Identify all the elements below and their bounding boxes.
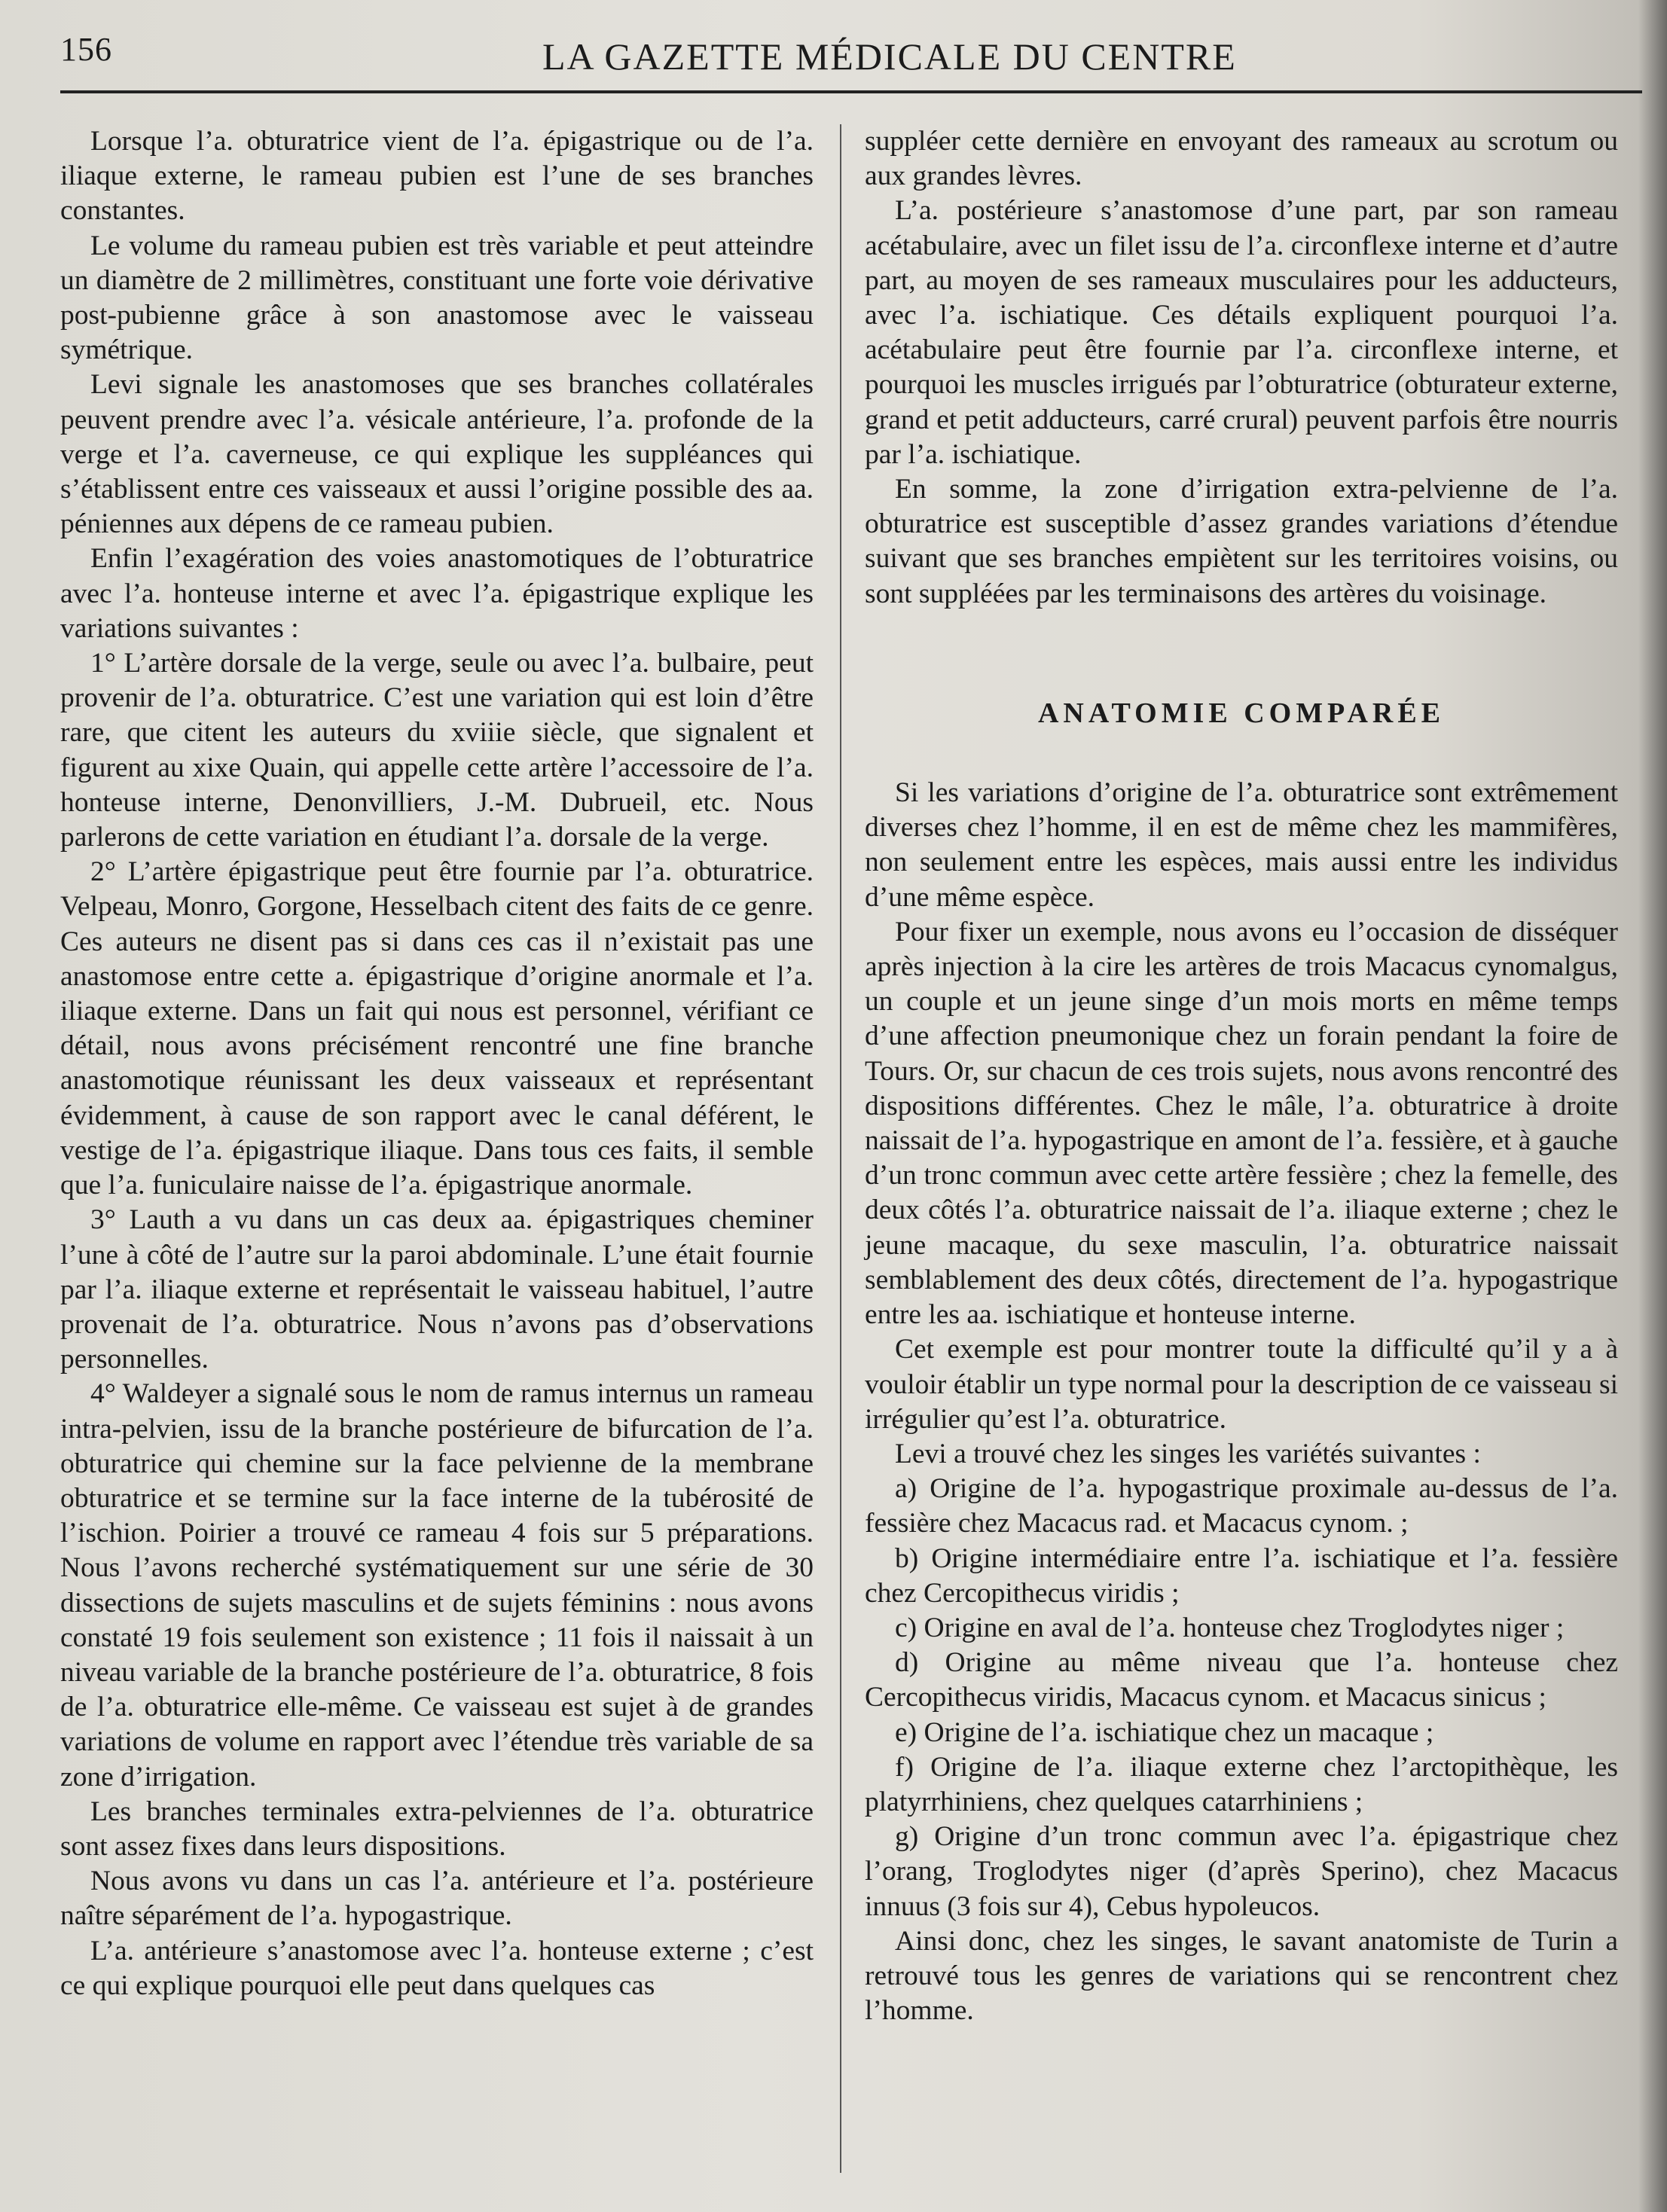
paragraph: Pour fixer un exemple, nous avons eu l’occasion de disséquer après injection à la cire les artères de trois Macacus cynomalgus, un couple et un jeune singe d’un mois morts en même temps d’une affection pneumonique chez un forain pendant la foire de Tours. Or, sur chacun de ces trois sujets, nous avons rencontré des dispositions différentes. Chez le mâle, l’a. obturatrice à droite naissait de l’a. hypogastrique en amont de l’a. fessière, et à gauche d’un tronc commun avec cette artère fessière ; chez la femelle, des deux côtés l’a. obturatrice naissait de l’a. iliaque externe ; chez le jeune macaque, du sexe masculin, l’a. obturatrice naissait semblablement des deux côtés, directement de l’a. hypogastrique entre les aa. ischiatique et honteuse interne. (865, 916, 1618, 1331)
page-edge-shadow (1638, 0, 1667, 2212)
list-item: f) Origine de l’a. iliaque externe chez l’arctopithèque, les platyrrhiniens, chez quelques catarrhiniens ; (865, 1751, 1618, 1817)
paragraph: Levi a trouvé chez les singes les variétés suivantes : (895, 1438, 1481, 1469)
paragraph: Les branches terminales extra-pelviennes de l’a. obturatrice sont assez fixes dans leurs dispositions. (60, 1796, 814, 1862)
right-column (865, 124, 1618, 2028)
paragraph: L’a. antérieure s’anastomose avec l’a. honteuse externe ; c’est ce qui explique pourquoi elle peut dans quelques cas (60, 1935, 814, 2001)
list-item: c) Origine en aval de l’a. honteuse chez Troglodytes niger ; (895, 1612, 1565, 1643)
paragraph: Si les variations d’origine de l’a. obturatrice sont extrêmement diverses chez l’homme, il en est de même chez les mammifères, non seulement entre les espèces, mais aussi entre les individus d’une même espèce. (865, 777, 1618, 913)
paragraph: En somme, la zone d’irrigation extra-pelvienne de l’a. obturatrice est susceptible d’assez grandes variations d’étendue suivant que ses branches empiètent sur les territoires voisins, ou sont suppléées par les terminaisons des artères du voisinage. (865, 474, 1618, 609)
paragraph: Enfin l’exagération des voies anastomotiques de l’obturatrice avec l’a. honteuse interne et avec l’a. épigastrique explique les variations suivantes : (60, 543, 814, 644)
paragraph: 4° Waldeyer a signalé sous le nom de ramus internus un rameau intra-pelvien, issu de la branche postérieure de bifurcation de l’a. obturatrice qui chemine sur la face pelvienne de la membrane obturatrice et se termine sur la face interne de la tubérosité de l’ischion. Poirier a trouvé ce rameau 4 fois sur 5 préparations. Nous l’avons recherché systématiquement sur une série de 30 dissections de sujets masculins et de sujets féminins : nous avons constaté 19 fois seulement son existence ; 11 fois il naissait à un niveau variable de la branche postérieure de l’a. obturatrice, 8 fois de l’a. obturatrice elle-même. Ce vaisseau est sujet à de grandes variations de volume en rapport avec l’étendue très variable de sa zone d’irrigation. (60, 1378, 814, 1792)
paragraph: L’a. postérieure s’anastomose d’une part, par son rameau acétabulaire, avec un filet issu de l’a. circonflexe interne et d’autre part, au moyen de ses rameaux musculaires pour les adducteurs, avec l’a. ischiatique. Ces détails expliquent pourquoi l’a. acétabulaire peut être fournie par l’a. circonflexe interne, et pourquoi les muscles irrigués par l’obturatrice (obturateur externe, grand et petit adducteurs, carré crural) peuvent parfois être nourris par l’a. ischiatique. (865, 195, 1618, 470)
spacer (865, 731, 1618, 776)
list-item: g) Origine d’un tronc commun avec l’a. épigastrique chez l’orang, Troglodytes niger (d’après Sperino), chez Macacus innuus (3 fois sur 4), Cebus hypoleucos. (865, 1821, 1618, 1922)
header-rule (60, 90, 1642, 93)
list-item: b) Origine intermédiaire entre l’a. ischiatique et l’a. fessière chez Cercopithecus viridis ; (865, 1542, 1618, 1609)
paragraph: Levi signale les anastomoses que ses branches collatérales peuvent prendre avec l’a. vésicale antérieure, l’a. profonde de la verge et l’a. caverneuse, ce qui explique les suppléances qui s’établissent entre ces vaisseaux et aussi l’origine possible des aa. péniennes aux dépens de ce rameau pubien. (60, 369, 814, 540)
journal-title: LA GAZETTE MÉDICALE DU CENTRE (542, 35, 1237, 78)
spacer (865, 612, 1618, 696)
paragraph: 3° Lauth a vu dans un cas deux aa. épigastriques cheminer l’une à côté de l’autre sur la paroi abdominale. L’une était fournie par l’a. iliaque externe et représentait le vaisseau habituel, l’autre provenait de l’a. obturatrice. Nous n’avons pas d’observations personnelles. (60, 1204, 814, 1375)
list-item: d) Origine au même niveau que l’a. honteuse chez Cercopithecus viridis, Macacus cynom. et Macacus sinicus ; (865, 1647, 1618, 1713)
list-item: a) Origine de l’a. hypogastrique proximale au-dessus de l’a. fessière chez Macacus rad. et Macacus cynom. ; (865, 1473, 1618, 1539)
section-heading: ANATOMIE COMPARÉE (1037, 697, 1446, 729)
page-header (60, 30, 1642, 90)
paragraph: 1° L’artère dorsale de la verge, seule ou avec l’a. bulbaire, peut provenir de l’a. obturatrice. C’est une variation qui est loin d’être rare, que citent les auteurs du xviiie siècle, que signalent et figurent au xixe Quain, qui appelle cette artère l’accessoire de l’a. honteuse interne, Denonvilliers, J.-M. Dubrueil, etc. Nous parlerons de cette variation en étudiant l’a. dorsale de la verge. (60, 648, 814, 853)
column-divider (840, 124, 841, 2173)
paragraph: Le volume du rameau pubien est très variable et peut atteindre un diamètre de 2 millimètres, constituant une forte voie dérivative post-pubienne grâce à son anastomose avec le vaisseau symétrique. (60, 230, 814, 366)
left-column (60, 124, 814, 2003)
paragraph: Lorsque l’a. obturatrice vient de l’a. épigastrique ou de l’a. iliaque externe, le rameau pubien est l’une de ses branches constantes. (60, 126, 814, 227)
list-item: e) Origine de l’a. ischiatique chez un macaque ; (895, 1716, 1434, 1748)
page-number: 156 (60, 31, 112, 68)
paragraph: Cet exemple est pour montrer toute la difficulté qu’il y a à vouloir établir un type normal pour la description de ce vaisseau si irrégulier qu’est l’a. obturatrice. (865, 1334, 1618, 1435)
paragraph: suppléer cette dernière en envoyant des rameaux au scrotum ou aux grandes lèvres. (865, 126, 1618, 192)
paragraph: Nous avons vu dans un cas l’a. antérieure et l’a. postérieure naître séparément de l’a. hypogastrique. (60, 1866, 814, 1932)
paragraph: Ainsi donc, chez les singes, le savant anatomiste de Turin a retrouvé tous les genres de variations qui se rencontrent chez l’homme. (865, 1925, 1618, 2027)
paragraph: 2° L’artère épigastrique peut être fournie par l’a. obturatrice. Velpeau, Monro, Gorgone, Hesselbach citent des faits de ce genre. Ces auteurs ne disent pas si dans ces cas il n’existait pas une anastomose entre cette a. épigastrique d’origine anormale et l’a. iliaque externe. Dans un fait qui nous est personnel, vérifiant ce détail, nous avons précisément rencontré une fine branche anastomotique réunissant les deux vaisseaux et représentant évidemment, à cause de son rapport avec le canal déférent, le vestige de l’a. épigastrique iliaque. Dans tous ces faits, il semble que l’a. funiculaire naisse de l’a. épigastrique anormale. (60, 856, 814, 1201)
